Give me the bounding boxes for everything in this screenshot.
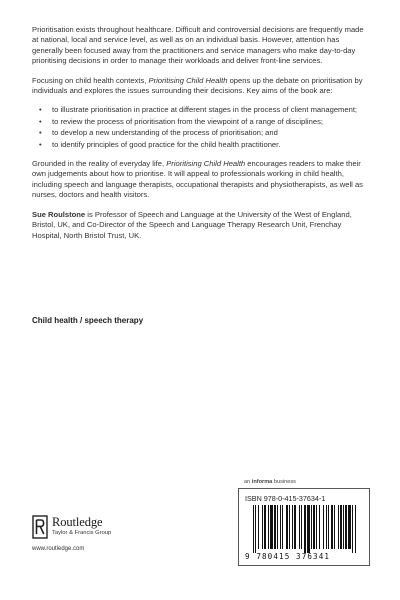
barcode-bar xyxy=(340,505,342,549)
barcode-bar xyxy=(313,505,315,549)
isbn-label: ISBN 978-0-415-37634-1 xyxy=(245,494,326,503)
barcode-bar xyxy=(304,505,306,553)
back-cover-blurb xyxy=(32,25,372,250)
barcode-bar xyxy=(258,505,259,549)
barcode-bar xyxy=(316,505,317,549)
aims-list-item xyxy=(39,105,372,115)
publisher-group: Taylor & Francis Group xyxy=(52,530,112,536)
barcode-bar xyxy=(319,505,320,549)
routledge-logo-icon xyxy=(32,515,48,539)
bullet-icon: • xyxy=(39,128,42,138)
aims-list-item xyxy=(39,140,372,150)
barcode-bar xyxy=(294,505,296,549)
barcode-bar xyxy=(338,505,339,549)
blurb-audience-end: encourages readers to make their own judgements about how to prioritise. It will appeal to professionals working in child health, including speech and language therapists, occupational therapists and physiotherapists, as well as nurses, doctors and health visitors. xyxy=(32,159,363,200)
barcode-bar xyxy=(348,505,351,549)
aim-text: to illustrate prioritisation in practice at different stages in the process of client management; xyxy=(52,105,358,115)
blurb-focus-end: opens up the debate on prioritisation by individuals and explores the issues surrounding their decisions. Key aims of the book are: xyxy=(32,75,363,96)
informa-brand: informa xyxy=(251,479,273,485)
aim-text: to develop a new understanding of the process of prioritisation; and xyxy=(52,128,278,138)
barcode-bar xyxy=(289,505,290,549)
barcode-bar xyxy=(277,505,278,549)
aim-text: to identify principles of good practice for the child health practitioner. xyxy=(52,139,281,149)
barcode-bar xyxy=(286,505,288,549)
informa-business-tag xyxy=(244,479,296,485)
barcode-bar xyxy=(262,505,263,549)
blurb-focus-start: Focusing on child health contexts, xyxy=(32,75,149,85)
blurb-paragraph-audience xyxy=(32,159,372,201)
barcode-bar xyxy=(323,505,324,549)
aim-text: to review the process of prioritisation from the viewpoint of a range of disciplines; xyxy=(52,116,323,126)
barcode-bar xyxy=(352,505,353,553)
bullet-icon: • xyxy=(39,116,42,126)
blurb-paragraph-intro: Prioritisation exists throughout healthcare. Difficult and controversial decisions are frequently made at national, local and service level, as well as on an individual basis. However, attention has generally been focused away from the practitioners and service managers who make day-to-day prioritising decisions in order to manage their workloads and deliver front-line services. xyxy=(32,25,364,66)
bullet-icon: • xyxy=(39,139,42,149)
barcode-bar xyxy=(274,505,276,549)
publisher-name: Routledge xyxy=(52,515,103,529)
barcode-bar xyxy=(343,505,344,549)
bullet-icon: • xyxy=(39,105,42,115)
author-bio-text: is Professor of Speech and Language at the University of the West of England, Bristol, UK, and Co-Director of the Speech and Language Therapy Research Unit, Frenchay Hospital, North Bristol Trust, UK. xyxy=(32,209,352,240)
informa-prefix: an xyxy=(244,479,252,485)
barcode-bar xyxy=(326,505,327,549)
author-name: Sue Roulstone xyxy=(32,209,86,219)
blurb-audience-start: Grounded in the reality of everyday life, xyxy=(32,159,167,169)
barcode-bar xyxy=(345,505,347,549)
publisher-block xyxy=(32,513,182,563)
book-title-mention: Prioritising Child Health xyxy=(166,159,246,169)
barcode-bar xyxy=(282,505,283,549)
barcode-bar xyxy=(268,505,269,549)
barcode-bar xyxy=(334,505,335,549)
informa-suffix: business xyxy=(272,479,296,485)
publisher-url: www.routledge.com xyxy=(32,546,85,552)
barcode-bar xyxy=(307,505,310,553)
barcode-bar xyxy=(253,505,254,553)
aims-list-item xyxy=(39,128,372,138)
barcode-bar xyxy=(270,505,273,549)
barcode-bar xyxy=(328,505,329,549)
barcode-bar xyxy=(355,505,356,553)
barcode-bar xyxy=(299,505,300,549)
barcode-bar xyxy=(311,505,312,549)
barcode-bar xyxy=(292,505,293,549)
barcode-bar xyxy=(331,505,333,549)
book-title-mention: Prioritising Child Health xyxy=(148,75,228,85)
barcode-bar xyxy=(280,505,281,549)
isbn-barcode xyxy=(238,488,370,566)
barcode-digits: 9 780415 376341 xyxy=(245,552,331,561)
barcode-bars xyxy=(253,505,357,553)
barcode-bar xyxy=(255,505,256,553)
barcode-bar xyxy=(301,505,302,549)
blurb-paragraph-focus xyxy=(32,76,372,97)
subject-category: Child health / speech therapy xyxy=(32,316,144,325)
barcode-bar xyxy=(264,505,266,549)
author-bio xyxy=(32,210,372,241)
aims-list-item xyxy=(39,117,372,127)
aims-list xyxy=(32,105,372,150)
